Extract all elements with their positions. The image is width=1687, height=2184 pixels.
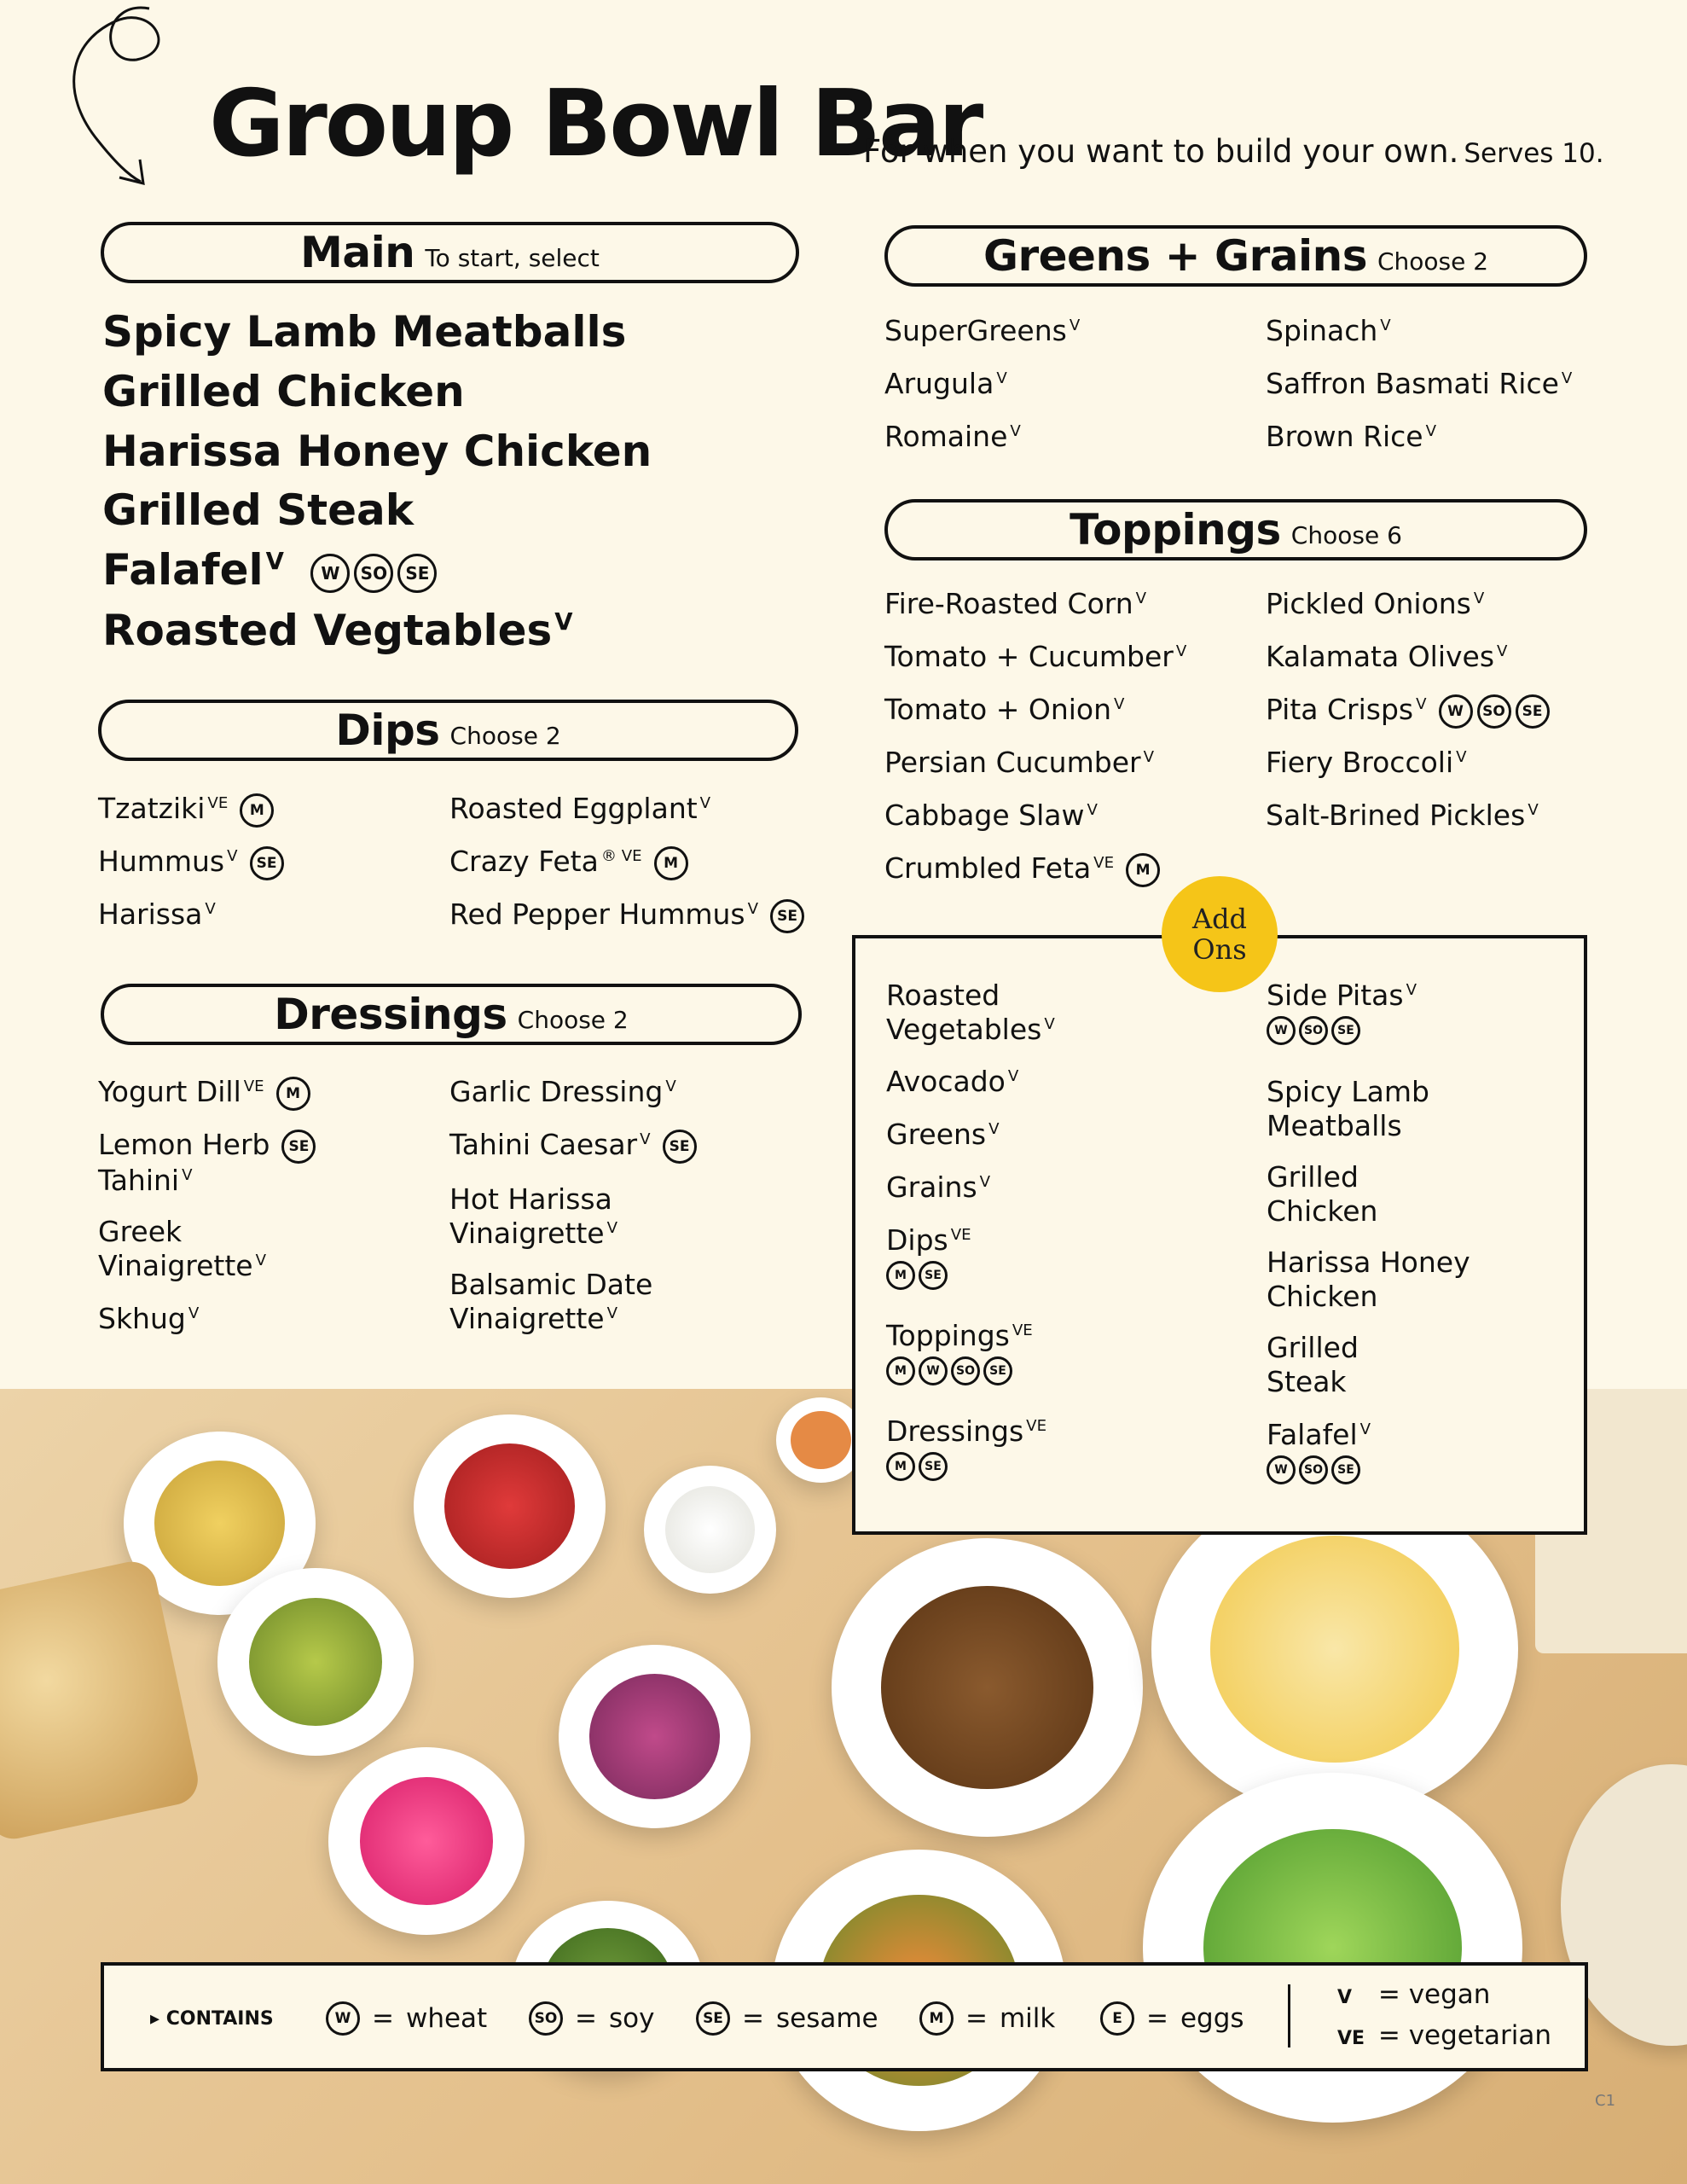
item-name-line2: Vinaigrette	[449, 1217, 605, 1250]
item-name: SuperGreens	[884, 314, 1067, 347]
allergen-badge: W	[1267, 1016, 1296, 1045]
item-name: Kalamata Olives	[1266, 640, 1495, 673]
item-name: Hummus	[98, 845, 225, 878]
legend-item	[1100, 2001, 1244, 2036]
item-name: Grilled	[1267, 1331, 1359, 1364]
addon-item	[1267, 1075, 1429, 1143]
main-item: Harissa Honey Chicken	[102, 427, 652, 476]
item-name: Roasted	[886, 979, 1000, 1012]
toppings-heading: Toppings	[1070, 505, 1281, 555]
allergen-badge: M	[886, 1261, 915, 1290]
main-item: Grilled Chicken	[102, 367, 465, 416]
diet-mark: V	[996, 369, 1007, 387]
item-name: Lemon Herb	[98, 1128, 270, 1161]
item-name: Greek	[98, 1215, 183, 1248]
item-name: Yogurt Dill	[98, 1075, 241, 1108]
item-name-line2: Tahini	[98, 1163, 180, 1197]
item-name: Garlic Dressing	[449, 1075, 664, 1108]
legend-text: sesame	[775, 2003, 878, 2034]
item-name: Hot Harissa	[449, 1182, 612, 1216]
item-name: Crazy Feta	[449, 845, 599, 878]
avocado-bowl	[217, 1568, 414, 1756]
greens-item	[1266, 314, 1391, 348]
allergen-badge: M	[276, 1077, 310, 1111]
allergen-badge: M	[886, 1452, 915, 1481]
allergen-badge: SE	[770, 899, 804, 933]
legend-text: milk	[999, 2003, 1056, 2034]
dressings-heading: Dressings	[274, 990, 507, 1039]
greens-item	[884, 420, 1021, 454]
legend-equals: =	[1146, 2003, 1168, 2034]
item-name: Brown Rice	[1266, 420, 1423, 453]
allergen-badge: M	[654, 846, 688, 880]
legend-item	[919, 2001, 1055, 2036]
allergen-badge: SO	[1299, 1455, 1328, 1484]
allergen-badge: SE	[663, 1130, 697, 1164]
diet-mark: V	[1497, 642, 1508, 660]
dressing-item	[98, 1075, 310, 1111]
vegetarian-legend	[1337, 2020, 1551, 2051]
serves-text: Serves 10.	[1464, 138, 1604, 169]
loop-arrow-icon	[51, 0, 171, 196]
item-name-line2: Chicken	[1267, 1194, 1378, 1228]
allergen-badge: E	[1100, 2001, 1134, 2036]
item-name: Cabbage Slaw	[884, 799, 1085, 832]
greens-heading: Greens + Grains	[983, 231, 1367, 281]
item-name: Tomato + Cucumber	[884, 640, 1174, 673]
item-name: Harissa Honey	[1267, 1246, 1470, 1279]
item-name: Side Pitas	[1267, 979, 1404, 1012]
diet-mark: V	[1406, 981, 1417, 999]
allergen-badge: M	[1126, 853, 1160, 887]
diet-mark: V	[1416, 695, 1427, 713]
diet-mark: V	[606, 1304, 618, 1322]
item-name: Balsamic Date	[449, 1268, 653, 1301]
item-name: Saffron Basmati Rice	[1266, 367, 1559, 400]
diet-mark: V	[1007, 1067, 1019, 1085]
page-number: C1	[1595, 2092, 1616, 2110]
diet-mark: VE	[1093, 854, 1115, 872]
addon-item	[1267, 1418, 1371, 1484]
item-name: Dressings	[886, 1414, 1024, 1448]
allergen-badge: SE	[397, 554, 437, 593]
item-name-line2: Vegetables	[886, 1013, 1042, 1046]
add-ons-badge	[1162, 876, 1278, 992]
allergen-badge: W	[310, 554, 350, 593]
legend-equals: =	[742, 2003, 764, 2034]
addon-item	[886, 1223, 971, 1290]
greens-section-header	[884, 225, 1587, 287]
diet-mark: V	[1425, 422, 1437, 440]
dressing-item	[98, 1128, 316, 1198]
dip-item	[98, 897, 216, 932]
diet-mark: V	[1380, 317, 1391, 334]
contains-text: CONTAINS	[165, 2008, 274, 2030]
page-title: Group Bowl Bar	[209, 71, 982, 177]
item-name: Falafel	[102, 545, 264, 595]
dressings-section-header	[101, 984, 802, 1045]
item-name-line2: Vinaigrette	[449, 1302, 605, 1335]
topping-item	[1266, 587, 1484, 621]
dip-item	[98, 845, 284, 880]
addon-item	[1267, 1160, 1377, 1228]
legend-text: eggs	[1180, 2003, 1244, 2034]
allergen-badge: W	[1267, 1455, 1296, 1484]
diet-mark: VE	[950, 1226, 971, 1244]
main-item	[102, 545, 437, 595]
addon-item	[1267, 1331, 1359, 1399]
diet-mark: V	[227, 847, 238, 865]
legend-divider	[1288, 1984, 1290, 2048]
diet-mark: V	[188, 1304, 200, 1322]
diet-mark: VE	[243, 1077, 264, 1095]
diet-mark: V	[1528, 801, 1539, 819]
addon-item	[886, 1414, 1046, 1481]
diet-mark: V	[606, 1219, 618, 1237]
allergen-badge: SE	[983, 1356, 1012, 1385]
addon-item	[1267, 979, 1417, 1045]
item-name: Tahini Caesar	[449, 1128, 638, 1161]
legend-item	[696, 2001, 878, 2036]
item-name: Pita Crisps	[1266, 693, 1414, 726]
legend-equals: =	[1377, 2020, 1400, 2051]
legend-equals: =	[1377, 1979, 1400, 2010]
allergen-badge: SE	[1516, 694, 1550, 729]
diet-mark: V	[640, 1130, 651, 1148]
allergen-badge: SO	[354, 554, 393, 593]
dips-section-header	[98, 700, 798, 761]
addon-item	[886, 1118, 1000, 1152]
diet-mark: V	[205, 900, 216, 918]
topping-item	[884, 587, 1146, 621]
item-name-line2: Meatballs	[1267, 1109, 1402, 1142]
topping-item	[884, 799, 1098, 833]
main-section-header	[101, 222, 799, 283]
diet-mark: V	[182, 1165, 193, 1184]
diet-mark: V	[1044, 1015, 1055, 1033]
dip-item	[449, 897, 804, 933]
dip-item	[98, 792, 274, 828]
greens-item	[1266, 367, 1572, 401]
allergen-badge: SE	[281, 1130, 316, 1164]
greens-subheading: Choose 2	[1377, 247, 1489, 276]
topping-item	[884, 640, 1186, 674]
main-subheading: To start, select	[425, 243, 600, 272]
allergen-badge: M	[240, 793, 274, 828]
item-name: Romaine	[884, 420, 1008, 453]
item-name: Tzatziki	[98, 792, 206, 825]
main-item	[102, 606, 573, 655]
dressings-subheading: Choose 2	[517, 1005, 629, 1034]
item-name: Roasted Eggplant	[449, 792, 698, 825]
tagline-text: For when you want to build your own.	[863, 133, 1459, 170]
legend-item	[326, 2001, 487, 2036]
item-name: Spinach	[1266, 314, 1378, 347]
legend-text: wheat	[405, 2003, 488, 2034]
topping-item	[1266, 746, 1467, 780]
addon-item	[1267, 1246, 1470, 1314]
slaw-bowl	[559, 1645, 751, 1828]
dressing-item	[449, 1075, 676, 1109]
topping-item	[884, 693, 1124, 727]
dressing-item	[98, 1302, 199, 1336]
dips-heading: Dips	[335, 706, 440, 755]
diet-mark: V	[1069, 317, 1081, 334]
item-name: Red Pepper Hummus	[449, 897, 745, 931]
topping-item	[1266, 799, 1539, 833]
diet-mark: V	[1359, 1420, 1371, 1438]
allergen-badge: SE	[696, 2001, 730, 2036]
greens-item	[884, 314, 1080, 348]
add-ons-badge-line1: Add	[1191, 903, 1248, 935]
allergen-badge: SO	[951, 1356, 980, 1385]
dressing-item	[449, 1128, 697, 1164]
diet-mark: VE	[1012, 1321, 1033, 1339]
allergen-badge: SE	[1331, 1455, 1360, 1484]
legend-text: soy	[608, 2003, 655, 2034]
allergen-badge: SE	[1331, 1016, 1360, 1045]
legend-text: vegetarian	[1408, 2020, 1552, 2051]
addon-item	[886, 1065, 1018, 1099]
item-name: Grains	[886, 1170, 977, 1204]
diet-mark: V	[265, 548, 284, 576]
diet-mark: V	[1114, 695, 1125, 713]
diet-mark: V	[1143, 748, 1154, 766]
sauce-bowl	[644, 1466, 776, 1594]
legend-equals: =	[575, 2003, 597, 2034]
diet-mark: VE	[207, 794, 229, 812]
legend-text: vegan	[1408, 1979, 1491, 2010]
falafel-bowl	[832, 1538, 1143, 1837]
diet-mark: V	[747, 900, 759, 918]
allergen-badge: SO	[1477, 694, 1511, 729]
addons-panel	[852, 935, 1587, 1535]
contains-label	[150, 2008, 274, 2030]
diet-mark: V	[699, 794, 711, 812]
item-name: Roasted Vegtables	[102, 606, 553, 655]
vegan-code: V	[1337, 1987, 1353, 2008]
addon-item	[886, 1170, 990, 1205]
diet-mark: V	[979, 1173, 991, 1191]
addon-item	[886, 1319, 1033, 1385]
allergen-badge: SO	[529, 2001, 563, 2036]
dressing-item	[449, 1182, 617, 1251]
toppings-subheading: Choose 6	[1290, 520, 1402, 549]
diet-mark: V	[1561, 369, 1573, 387]
item-name-line2: Steak	[1267, 1365, 1347, 1398]
toppings-section-header	[884, 499, 1587, 561]
topping-item	[884, 851, 1160, 887]
dressing-item	[449, 1268, 652, 1336]
add-ons-badge-line2: Ons	[1192, 933, 1247, 966]
allergen-badge: W	[326, 2001, 360, 2036]
diet-mark: VE	[1026, 1417, 1047, 1435]
item-name-line2: Vinaigrette	[98, 1249, 253, 1282]
allergen-badge: M	[886, 1356, 915, 1385]
item-name: Pickled Onions	[1266, 587, 1471, 620]
item-name: Skhug	[98, 1302, 186, 1335]
page-tagline	[863, 133, 1604, 170]
tomato-bowl	[414, 1414, 606, 1598]
legend-equals: =	[965, 2003, 988, 2034]
dressing-item	[98, 1215, 266, 1283]
topping-item	[1266, 640, 1507, 674]
item-name: Persian Cucumber	[884, 746, 1141, 779]
item-name: Salt-Brined Pickles	[1266, 799, 1526, 832]
greens-item	[884, 367, 1007, 401]
greens-item	[1266, 420, 1436, 454]
topping-item	[884, 746, 1154, 780]
diet-mark: V	[554, 608, 573, 636]
item-name-line2: Chicken	[1267, 1280, 1378, 1313]
allergen-badge: SE	[919, 1261, 948, 1290]
item-name: Spicy Lamb	[1267, 1075, 1429, 1108]
main-item: Grilled Steak	[102, 485, 415, 535]
item-name: Crumbled Feta	[884, 851, 1092, 885]
topping-item	[1266, 693, 1550, 729]
dip-item	[449, 792, 710, 826]
addon-item	[886, 979, 1055, 1047]
dips-subheading: Choose 2	[449, 721, 561, 750]
item-name: Tomato + Onion	[884, 693, 1112, 726]
vegan-legend	[1337, 1979, 1490, 2010]
allergen-badge: W	[919, 1356, 948, 1385]
triangle-marker-icon: ▸	[150, 2008, 160, 2030]
item-name: Fire-Roasted Corn	[884, 587, 1133, 620]
allergen-badge: W	[1439, 694, 1473, 729]
item-name: Avocado	[886, 1065, 1006, 1098]
vegetarian-code: VE	[1337, 2028, 1365, 2049]
item-name: Fiery Broccoli	[1266, 746, 1454, 779]
diet-mark: ® VE	[600, 847, 642, 865]
legend-equals: =	[372, 2003, 394, 2034]
diet-mark: V	[988, 1120, 1000, 1138]
diet-mark: V	[1175, 642, 1187, 660]
item-name: Toppings	[886, 1319, 1010, 1352]
allergen-legend	[101, 1962, 1588, 2071]
main-heading: Main	[300, 228, 415, 277]
diet-mark: V	[1473, 590, 1485, 607]
diet-mark: V	[1135, 590, 1147, 607]
item-name: Arugula	[884, 367, 994, 400]
diet-mark: V	[1010, 422, 1021, 440]
pickled-onion-bowl	[328, 1747, 525, 1935]
allergen-badge: SO	[1299, 1016, 1328, 1045]
diet-mark: V	[1456, 748, 1467, 766]
item-name: Dips	[886, 1223, 948, 1257]
allergen-badge: M	[919, 2001, 954, 2036]
allergen-badge: SE	[919, 1452, 948, 1481]
item-name: Falafel	[1267, 1418, 1358, 1451]
item-name: Grilled	[1267, 1160, 1359, 1194]
legend-item	[529, 2001, 654, 2036]
diet-mark: V	[665, 1077, 676, 1095]
item-name: Harissa	[98, 897, 203, 931]
item-name: Greens	[886, 1118, 987, 1151]
main-item: Spicy Lamb Meatballs	[102, 307, 627, 357]
dip-item	[449, 845, 688, 880]
diet-mark: V	[1087, 801, 1098, 819]
diet-mark: V	[255, 1252, 267, 1269]
allergen-badge: SE	[250, 846, 284, 880]
